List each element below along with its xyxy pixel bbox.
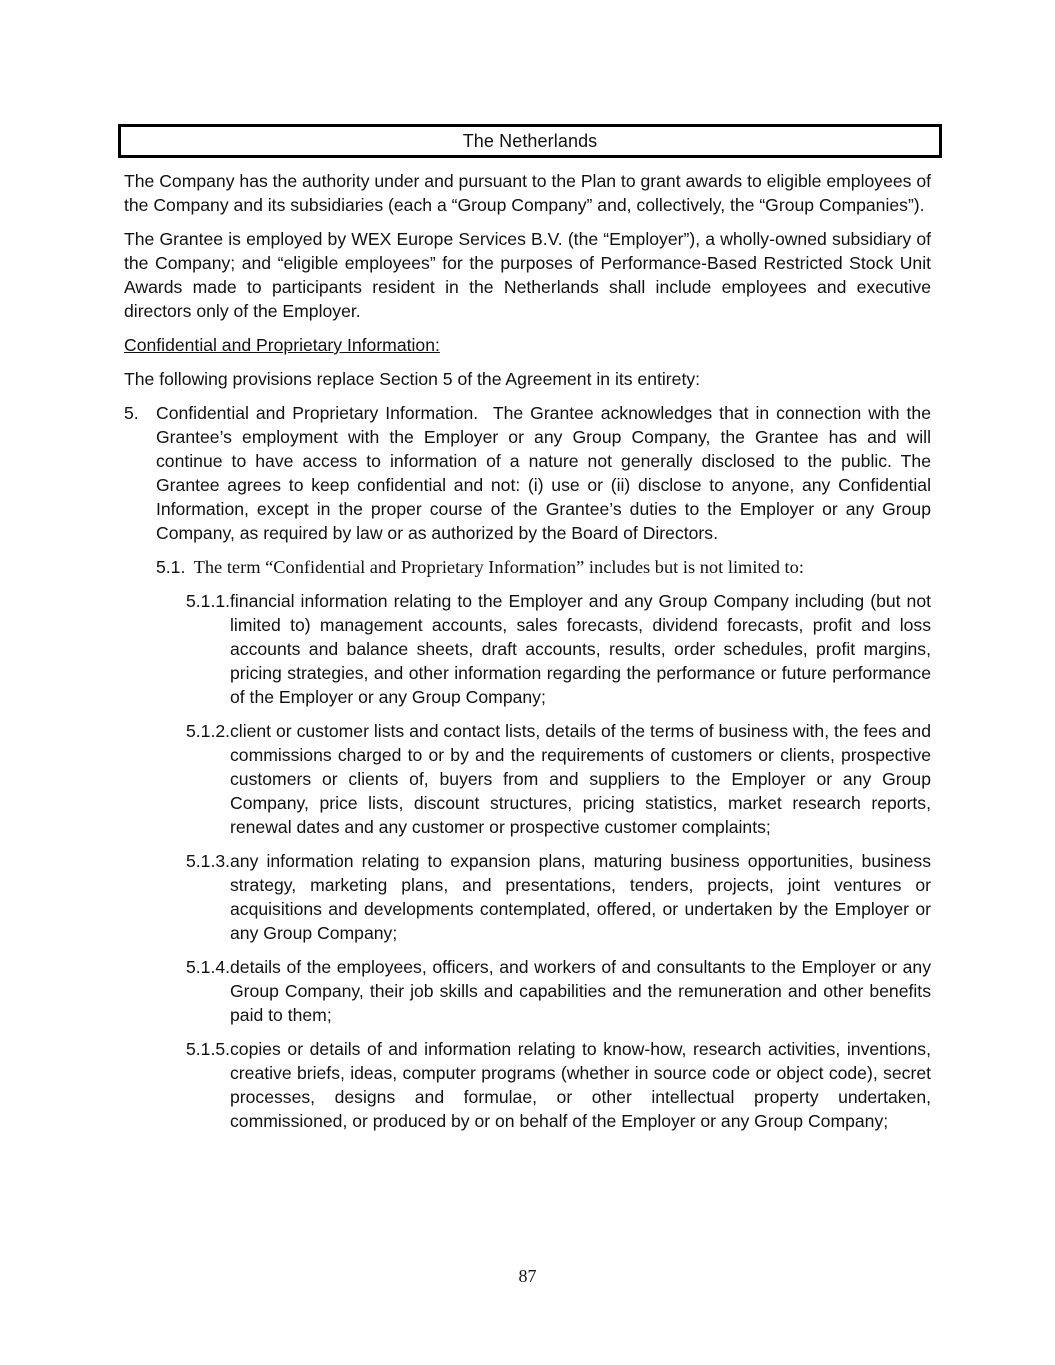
section-5-1-text: The term “Confidential and Proprietary Information” includes but is not limited to: xyxy=(193,557,804,577)
section-5-body xyxy=(156,401,931,545)
replace-note: The following provisions replace Section 5 of the Agreement in its entirety: xyxy=(124,369,701,389)
intro-paragraph-employer: The Grantee is employed by WEX Europe Services B.V. (the “Employer”), a wholly-owned subsidiary of the Company; and “eligible employees” for the purposes of Performance-Based Restricted Stock Unit Awards made to participants resident in the Netherlands shall include employees and executive directors only of the Employer. xyxy=(124,229,931,321)
subitem-text: copies or details of and information relating to know-how, research activities, inventions, creative briefs, ideas, computer programs (whether in source code or object code), secret processes, designs and formulae, or other intellectual property undertaken, commissioned, or produced by or on behalf of the Employer or any Group Company; xyxy=(230,1039,931,1131)
section-title-box xyxy=(118,124,942,158)
subitem-5-1-4 xyxy=(186,955,931,1027)
section-5-lead: Confidential and Proprietary Information. xyxy=(156,403,479,423)
subitem-number: 5.1.5. xyxy=(186,1039,231,1059)
subitem-text: details of the employees, officers, and workers of and consultants to the Employer or any Group Company, their job skills and capabilities and the remuneration and other benefits paid to them; xyxy=(230,957,931,1025)
section-5-text: The Grantee acknowledges that in connection with the Grantee’s employment with the Employer or any Group Company, the Grantee has and will continue to have access to information of a nature not generally disclosed to the public. The Grantee agrees to keep confidential and not: (i) use or (ii) disclose to anyone, any Confidential Information, except in the proper course of the Grantee’s duties to the Employer or any Group Company, as required by law or as authorized by the Board of Directors. xyxy=(156,403,931,543)
subitem-5-1-5 xyxy=(186,1037,931,1133)
subitem-text: financial information relating to the Employer and any Group Company including (but not limited to) management accounts, sales forecasts, dividend forecasts, profit and loss accounts and balance sheets, draft accounts, results, order schedules, profit margins, pricing strategies, and other information regarding the performance or future performance of the Employer or any Group Company; xyxy=(230,591,931,707)
document-body xyxy=(124,169,931,1143)
subitem-number: 5.1.2. xyxy=(186,721,231,741)
subitem-text: any information relating to expansion plans, maturing business opportunities, business strategy, marketing plans, and presentations, tenders, projects, joint ventures or acquisitions and developments contemplated, offered, or undertaken by the Employer or any Group Company; xyxy=(230,851,931,943)
page-number: 87 xyxy=(518,1266,537,1286)
subitem-number: 5.1.4. xyxy=(186,957,231,977)
section-5-1-number: 5.1. xyxy=(156,557,186,577)
subitem-5-1-2 xyxy=(186,719,931,839)
section-5 xyxy=(124,401,931,545)
subitem-5-1-1 xyxy=(186,589,931,709)
intro-paragraph-authority: The Company has the authority under and pursuant to the Plan to grant awards to eligible employees of the Company and its subsidiaries (each a “Group Company” and, collectively, the “Group Companies”). xyxy=(124,171,931,215)
subitem-number: 5.1.3. xyxy=(186,851,231,871)
subitem-text: client or customer lists and contact lists, details of the terms of business with, the fees and commissions charged to or by and the requirements of customers or clients, prospective customers or clients of, buyers from and suppliers to the Employer or any Group Company, price lists, discount structures, pricing statistics, market research reports, renewal dates and any customer or prospective customer complaints; xyxy=(230,721,931,837)
subitem-number: 5.1.1. xyxy=(186,591,231,611)
section-title: The Netherlands xyxy=(462,130,598,151)
section-5-1 xyxy=(156,555,931,579)
subitem-5-1-3 xyxy=(186,849,931,945)
section-5-number: 5. xyxy=(124,403,139,423)
confidential-heading: Confidential and Proprietary Information: xyxy=(124,335,440,355)
